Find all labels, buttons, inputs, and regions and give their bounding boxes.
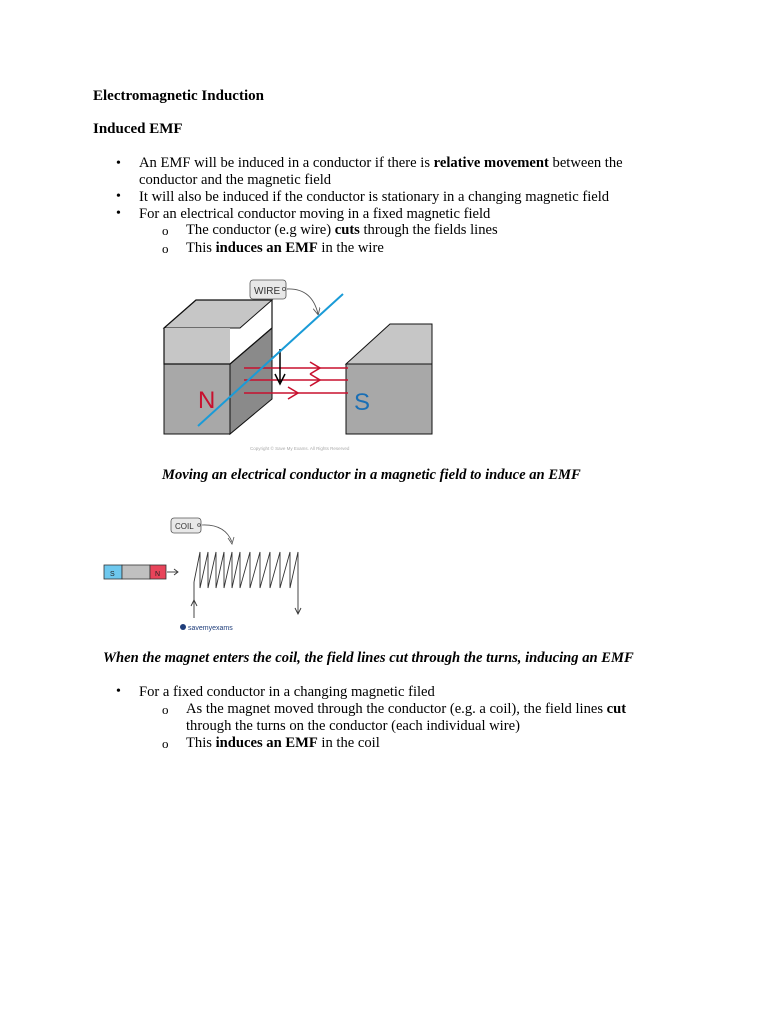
pole-n-label: N <box>198 387 216 414</box>
bullet-text: It will also be induced if the conductor is stationary in a changing magnetic field <box>139 189 610 205</box>
sub-bullet-icon: o <box>162 702 169 717</box>
figure-caption: Moving an electrical conductor in a magnetic field to induce an EMF <box>162 467 581 483</box>
save-my-exams-logo <box>180 624 233 632</box>
magnet-n-side <box>230 328 272 434</box>
bullet-text: For an electrical conductor moving in a fixed magnetic field <box>139 206 491 222</box>
magnet-s-top <box>346 324 432 364</box>
magnet-n-front <box>164 364 230 434</box>
sub-bullet-icon: o <box>162 736 169 751</box>
sub-bullet-text-continued: through the turns on the conductor (each individual wire) <box>186 718 520 734</box>
magnet-n-label: N <box>155 571 161 578</box>
bullet-icon: • <box>116 156 121 171</box>
magnet-body <box>122 565 150 579</box>
sub-bullet-icon: o <box>162 223 169 238</box>
magnet-n-top-strip <box>164 328 230 364</box>
bullet-icon: • <box>116 684 121 699</box>
svg-text:COIL: COIL <box>175 522 194 531</box>
pole-s-label: S <box>354 389 371 416</box>
magnet-s-label: S <box>110 571 115 578</box>
sub-bullet-text: This induces an EMF in the coil <box>186 735 380 751</box>
figure-caption: When the magnet enters the coil, the field lines cut through the turns, inducing an EMF <box>103 650 634 666</box>
document-title: Electromagnetic Induction <box>93 88 264 104</box>
copyright-text: Copyright © Save My Exams. All Rights Reserved <box>250 446 350 451</box>
svg-text:savemyexams: savemyexams <box>188 625 233 632</box>
coil-label-tag <box>171 518 234 544</box>
sub-bullet-text: The conductor (e.g wire) cuts through the fields lines <box>186 222 498 238</box>
bullet-text: For a fixed conductor in a changing magnetic filed <box>139 684 435 700</box>
section-heading: Induced EMF <box>93 121 183 137</box>
wire-magnet-figure <box>160 274 440 454</box>
bullet-icon: • <box>116 206 121 221</box>
sub-bullet-text: This induces an EMF in the wire <box>186 240 384 256</box>
coil <box>194 552 298 614</box>
bullet-icon: • <box>116 189 121 204</box>
sub-bullet-icon: o <box>162 241 169 256</box>
svg-text:WIRE: WIRE <box>254 286 281 297</box>
bullet-text: An EMF will be induced in a conductor if there is relative movement between the <box>139 155 623 171</box>
field-lines <box>244 362 348 399</box>
bullet-text-continued: conductor and the magnetic field <box>139 172 332 188</box>
sub-bullet-text: As the magnet moved through the conductor (e.g. a coil), the field lines cut <box>186 701 627 717</box>
magnet-coil-figure <box>100 514 320 636</box>
